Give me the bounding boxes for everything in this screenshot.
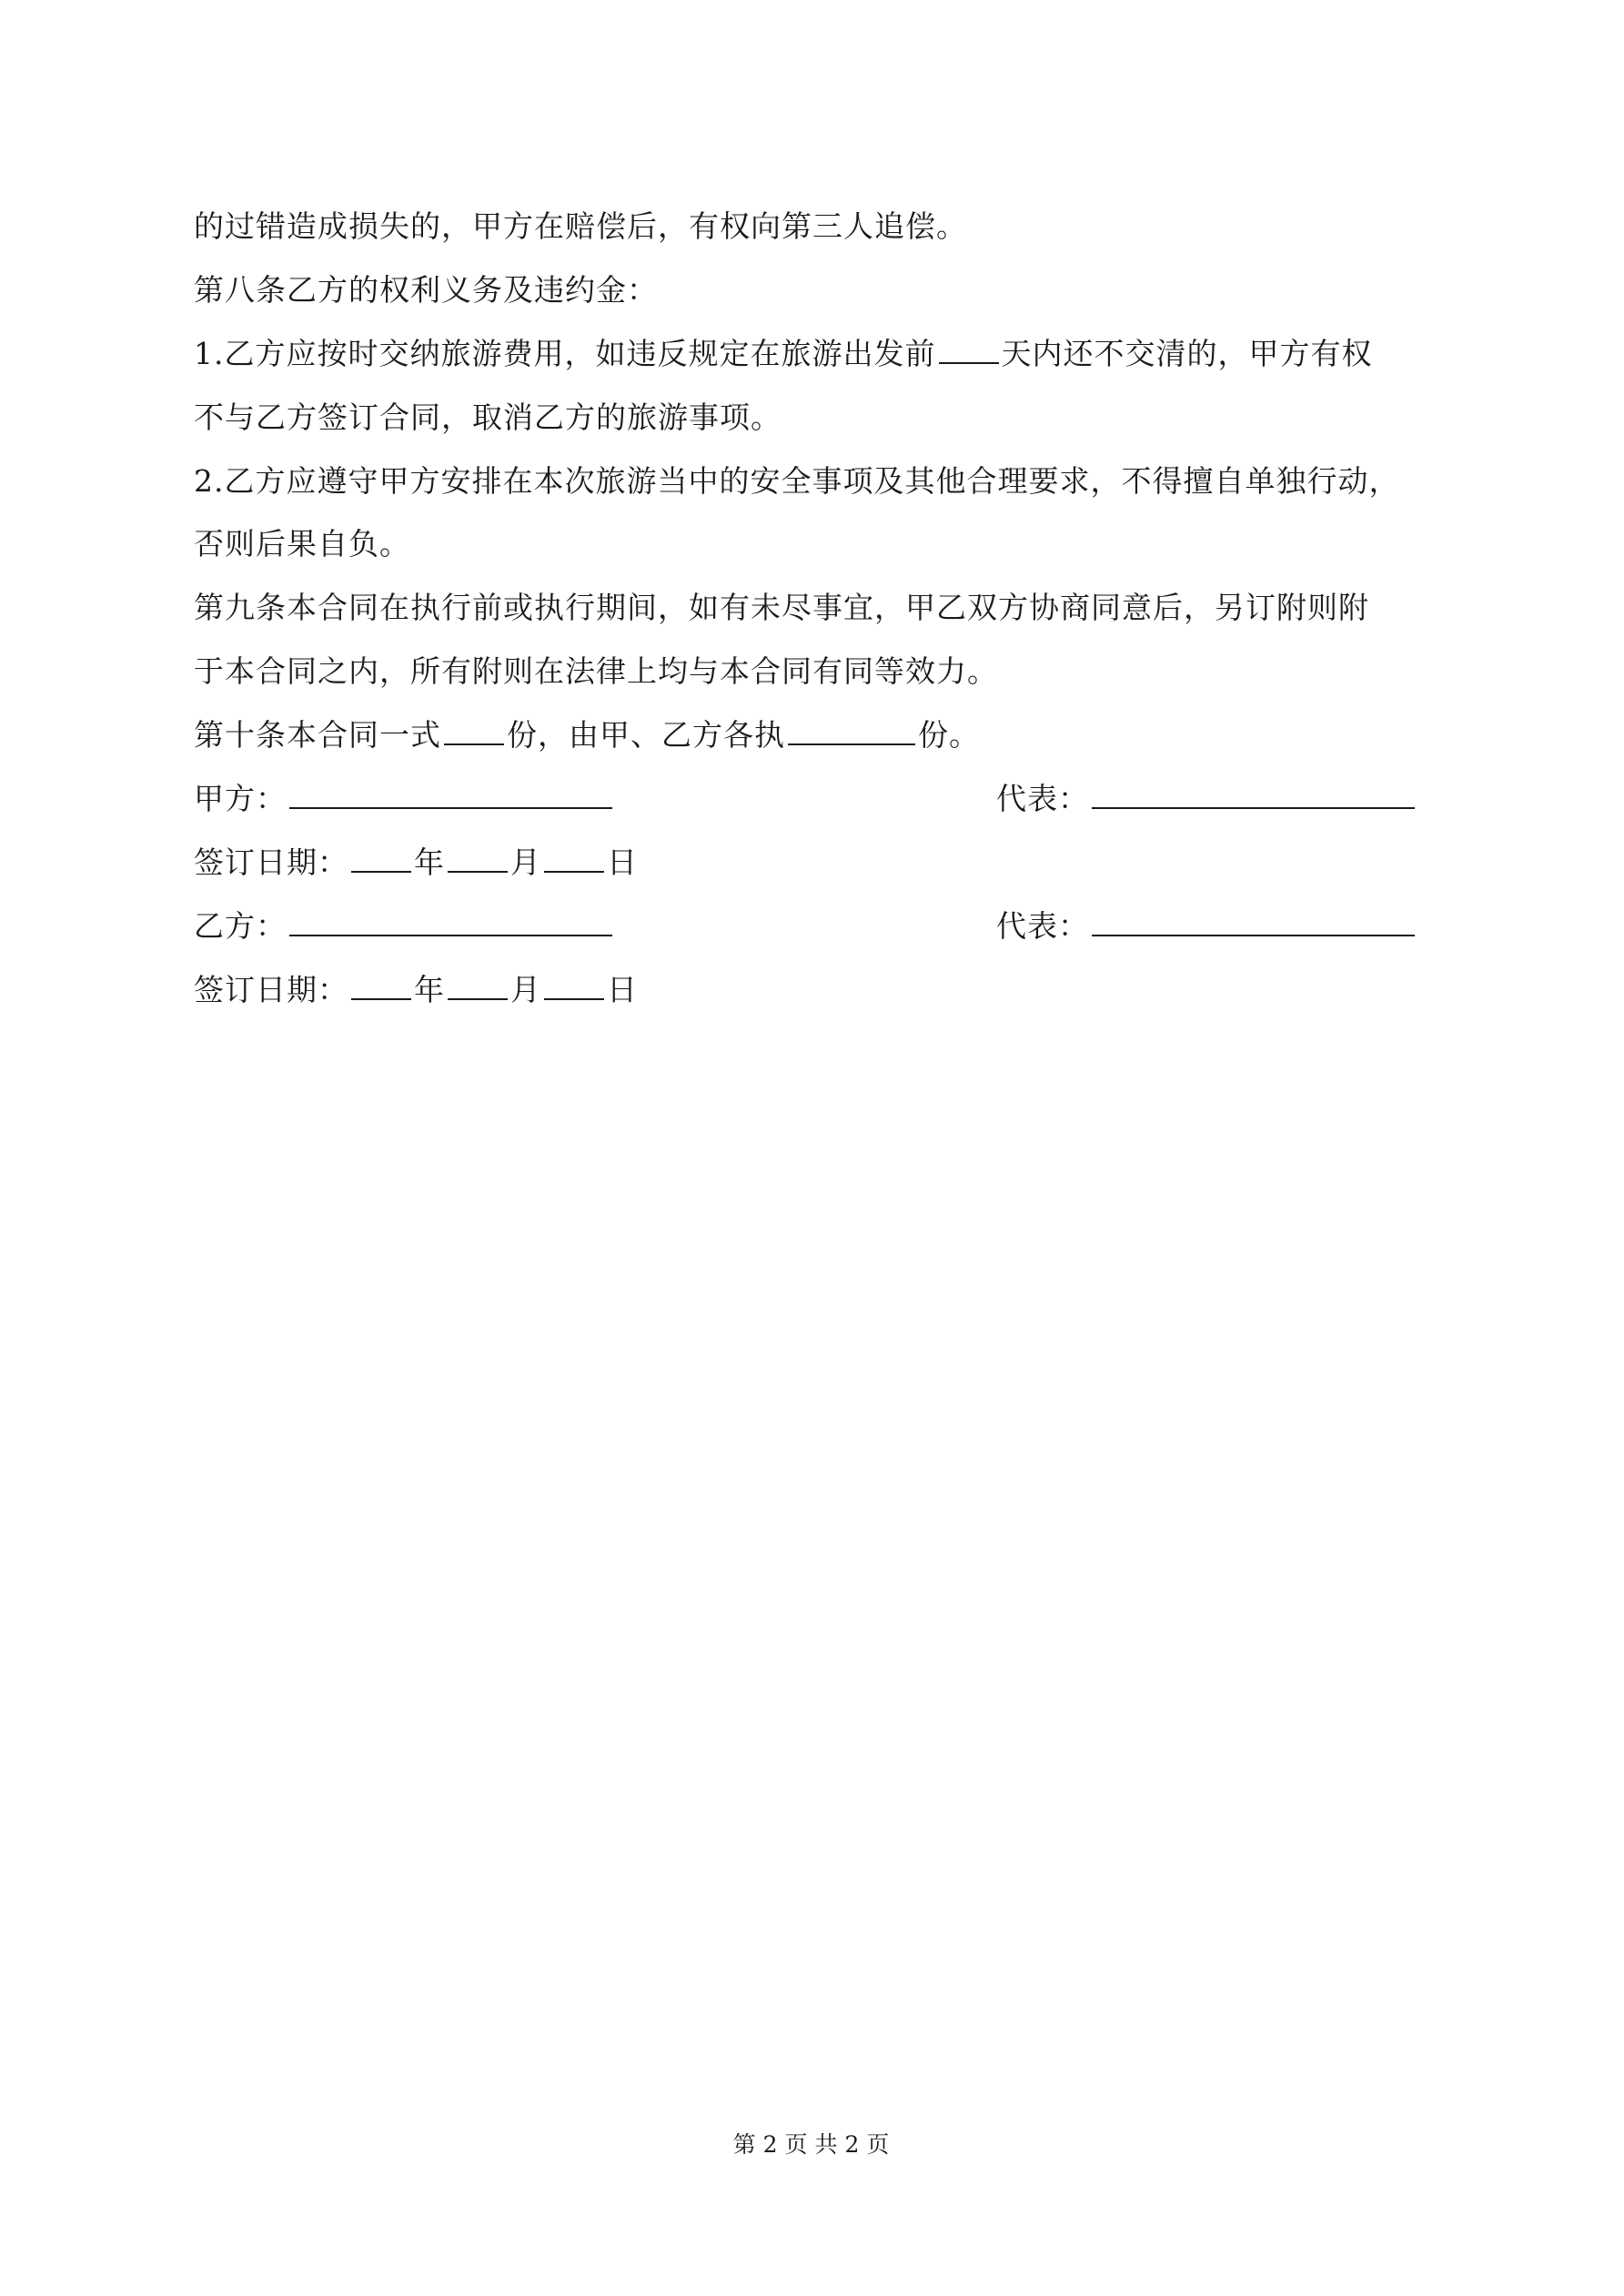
party-b-rep-line <box>996 906 1417 946</box>
party-b-date-line <box>194 970 638 1010</box>
year-label: 年 <box>414 972 445 1007</box>
paragraph-line <box>194 334 1373 374</box>
party-b-label: 乙方： <box>194 908 287 944</box>
party-a-rep-line <box>996 779 1417 819</box>
day-blank[interactable] <box>544 971 604 1000</box>
clause-10-line <box>194 715 980 755</box>
date-label: 签订日期： <box>194 972 348 1007</box>
footer-text: 页 <box>784 2131 810 2158</box>
year-label: 年 <box>414 845 445 880</box>
paragraph-line <box>194 524 410 564</box>
party-a-rep-blank[interactable] <box>1092 780 1415 809</box>
party-b-line <box>194 906 615 946</box>
paragraph-line <box>194 398 782 438</box>
paragraph-line <box>194 652 998 692</box>
paragraph-text: 的过错造成损失的，甲方在赔偿后，有权向第三人追偿。 <box>194 208 967 244</box>
days-blank[interactable] <box>939 335 999 364</box>
copies-blank[interactable] <box>444 716 504 745</box>
paragraph-line <box>194 588 1369 628</box>
footer-text: 共 <box>814 2131 840 2158</box>
party-a-line <box>194 779 615 819</box>
clause-8-heading <box>194 270 658 310</box>
current-page-number: 2 <box>762 2131 780 2158</box>
page-footer <box>0 2130 1624 2159</box>
party-b-rep-label: 代表： <box>996 908 1089 944</box>
paragraph-line <box>194 461 1400 501</box>
year-blank[interactable] <box>351 844 411 873</box>
paragraph-text: 于本合同之内，所有附则在法律上均与本合同有同等效力。 <box>194 653 998 689</box>
paragraph-text: 第八条乙方的权利义务及违约金： <box>194 272 658 308</box>
month-label: 月 <box>510 972 541 1007</box>
month-blank[interactable] <box>448 844 508 873</box>
day-blank[interactable] <box>544 844 604 873</box>
party-a-rep-label: 代表： <box>996 781 1089 816</box>
paragraph-text: 2.乙方应遵守甲方安排在本次旅游当中的安全事项及其他合理要求，不得擅自单独行动， <box>194 463 1400 499</box>
party-a-label: 甲方： <box>194 781 287 816</box>
clause-10-text: 第十条本合同一式 <box>194 717 441 753</box>
paragraph-text: 第九条本合同在执行前或执行期间，如有未尽事宜，甲乙双方协商同意后，另订附则附 <box>194 590 1369 625</box>
paragraph-line <box>194 207 967 247</box>
party-a-date-line <box>194 843 638 883</box>
month-label: 月 <box>510 845 541 880</box>
total-pages-number: 2 <box>844 2131 862 2158</box>
paragraph-text: 1.乙方应按时交纳旅游费用，如违反规定在旅游出发前 <box>194 336 936 371</box>
day-label: 日 <box>607 972 638 1007</box>
paragraph-text: 天内还不交清的，甲方有权 <box>1001 336 1373 371</box>
paragraph-text: 否则后果自负。 <box>194 526 410 561</box>
date-label: 签订日期： <box>194 845 348 880</box>
month-blank[interactable] <box>448 971 508 1000</box>
copies-each-blank[interactable] <box>788 716 915 745</box>
party-b-blank[interactable] <box>289 907 612 936</box>
day-label: 日 <box>607 845 638 880</box>
party-a-blank[interactable] <box>289 780 612 809</box>
clause-10-text: 份，由甲、乙方各执 <box>507 717 785 753</box>
paragraph-text: 不与乙方签订合同，取消乙方的旅游事项。 <box>194 400 782 435</box>
party-b-rep-blank[interactable] <box>1092 907 1415 936</box>
footer-text: 页 <box>866 2131 892 2158</box>
clause-10-text: 份。 <box>918 717 980 753</box>
year-blank[interactable] <box>351 971 411 1000</box>
footer-text: 第 <box>732 2131 758 2158</box>
